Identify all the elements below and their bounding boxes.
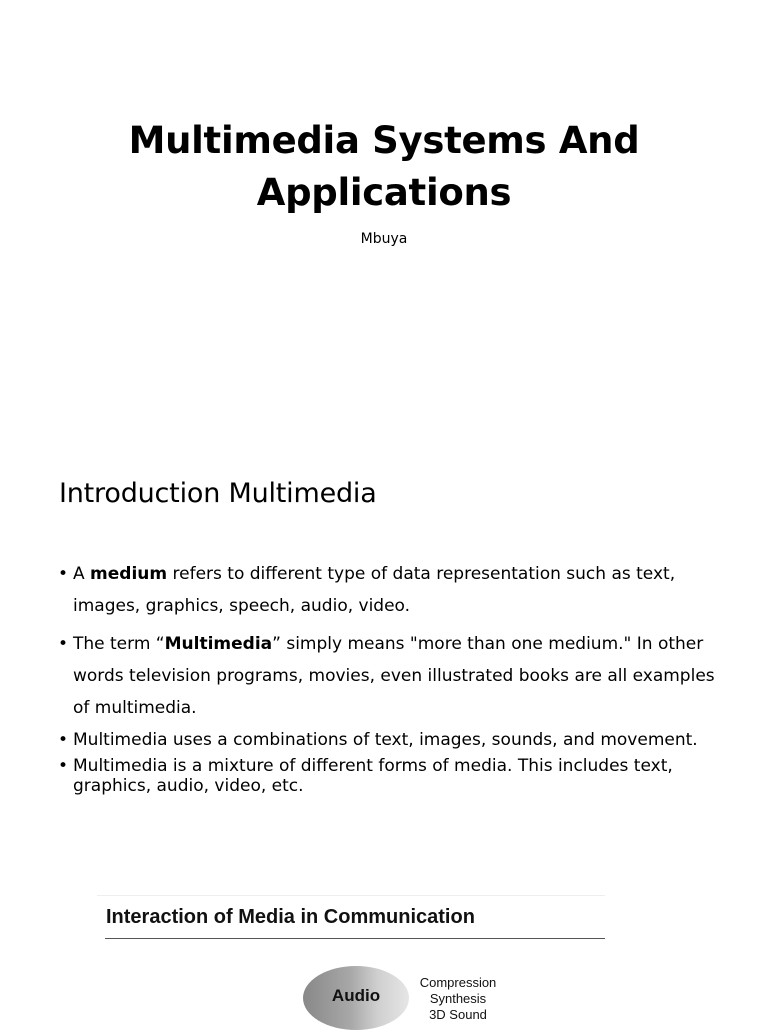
slide-heading: Introduction Multimedia <box>59 478 377 509</box>
presentation-author: Mbuya <box>360 231 408 247</box>
bullet-text-pre: A <box>73 564 91 584</box>
title-slide <box>0 0 768 440</box>
presentation-title: Multimedia Systems And Applications <box>128 119 640 214</box>
media-interaction-figure <box>97 895 605 1025</box>
bullet-text-pre: The term “ <box>73 634 165 654</box>
note-compression: Compression <box>419 975 497 990</box>
note-synthesis: Synthesis <box>429 991 487 1006</box>
media-interaction-slide <box>0 870 768 1024</box>
note-3d-sound: 3D Sound <box>429 1007 487 1022</box>
audio-node-label: Audio <box>331 986 381 1005</box>
bullet-term-medium: medium <box>90 564 168 584</box>
bullet-item-mixture: • Multimedia is a mixture of different forms of media. This includes text, graphics, audio, video, etc. <box>58 756 718 796</box>
bullet-item-multimedia-term <box>58 628 718 724</box>
figure-divider <box>105 938 605 939</box>
bullet-item-combinations: • Multimedia uses a combinations of text, images, sounds, and movement. <box>58 730 718 750</box>
bullet-term-multimedia: Multimedia <box>164 634 273 654</box>
audio-node-notes <box>413 975 503 1023</box>
bullet-text-post: refers to different type of data representation such as text, images, graphics, speech, audio, video. <box>73 564 676 616</box>
bullet-text-post: ” simply means "more than one medium." In other words television programs, movies, even illustrated books are all examples of multimedia. <box>73 634 715 718</box>
introduction-slide <box>0 440 768 870</box>
bullet-list <box>58 558 718 802</box>
figure-title: Interaction of Media in Communication <box>106 906 475 928</box>
bullet-item-medium <box>58 558 718 622</box>
